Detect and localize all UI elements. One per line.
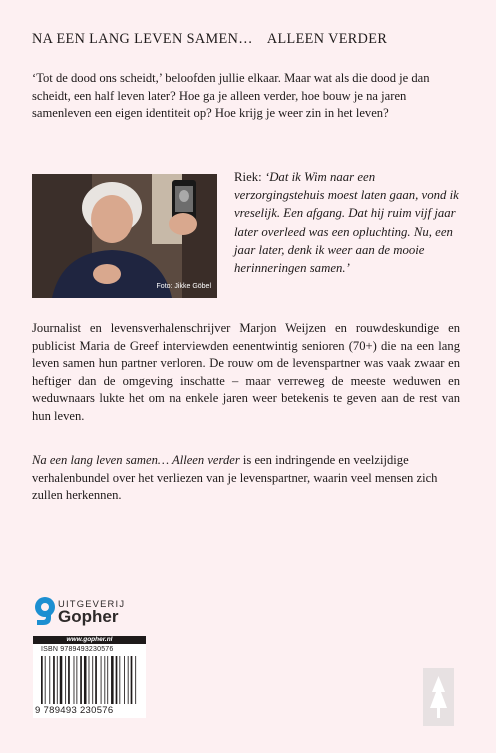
barcode-bar (101, 656, 102, 704)
barcode-bar (80, 656, 82, 704)
barcode-bar (65, 656, 66, 704)
barcode-bar (131, 656, 133, 704)
barcode (33, 644, 146, 718)
photo-credit: Foto: Jikke Göbel (156, 283, 211, 290)
isbn-label: ISBN 9789493230576 (41, 646, 114, 653)
cover-title-part1: NA EEN LANG LEVEN SAMEN… (32, 31, 253, 47)
publisher-label: UITGEVERIJ (58, 598, 126, 609)
summary-paragraph (32, 452, 460, 505)
barcode-bar (95, 656, 97, 704)
fsc-mark (423, 668, 454, 726)
barcode-bar (53, 656, 55, 704)
barcode-bar (107, 656, 108, 704)
publisher-url: www.gopher.nl (33, 636, 146, 644)
barcode-bar (84, 656, 87, 704)
barcode-bar (60, 656, 63, 704)
barcode-bar (124, 656, 125, 704)
ean-digits: 9 789493 230576 (35, 705, 114, 716)
gopher-logo-icon (34, 596, 56, 626)
barcode-bar (41, 656, 43, 704)
barcode-bar (45, 656, 46, 704)
summary-text: is een indringende en veelzijdige verhalenbundel over het verliezen van je levenspartner, waarin veel mensen zich zullen herkennen. (32, 453, 438, 503)
barcode-bars (41, 656, 138, 704)
barcode-bar (111, 656, 114, 704)
quote-name: Riek: (234, 170, 262, 184)
barcode-bar (119, 656, 120, 704)
description-paragraph: Journalist en levensverhalenschrijver Marjon Weijzen en rouwdeskundige en publicist Maria de Greef interviewden eenentwintig senioren (70+) die na een lang leven samen hun partner verloren. De rouw om de levenspartner was vaak zwaar en heftiger dan de omgeving inschatte – maar verreweg de meeste weduwen en weduwnaars lukte het om na enkele jaren weer betekenis te geven aan de rest van hun leven. (32, 321, 460, 423)
barcode-bar (49, 656, 50, 704)
intro-paragraph: ‘Tot de dood ons scheidt,’ beloofden jullie elkaar. Maar wat als die dood je dan scheidt, een half leven later? Hoe ga je alleen verder, hoe bouw je na jaren samenleven een eigen identiteit op? Hoe krijg je weer zin in het leven? (32, 71, 430, 121)
barcode-bar (92, 656, 93, 704)
barcode-bar (89, 656, 90, 704)
barcode-bar (135, 656, 136, 704)
publisher-logo (34, 596, 154, 630)
cover-title-part2: ALLEEN VERDER (266, 31, 388, 47)
cover-title (32, 31, 472, 48)
publisher-name: Gopher (58, 607, 119, 626)
portrait-photo (32, 174, 217, 298)
quote-text: ‘Dat ik Wim naar een verzorgingstehuis moest laten gaan, vond ik vreselijk. Een afgang. Dat hij ruim vijf jaar later overleed was een opluchting. Nu, een jaar later, denk ik weer aan de mooie herinneringen samen.’ (234, 170, 459, 276)
barcode-bar (74, 656, 75, 704)
barcode-bar (57, 656, 58, 704)
barcode-bar (76, 656, 77, 704)
barcode-bar (68, 656, 70, 704)
barcode-bar (104, 656, 105, 704)
quote-block (234, 168, 468, 277)
summary-book-title: Na een lang leven samen… Alleen verder (32, 453, 240, 467)
barcode-bar (128, 656, 129, 704)
barcode-bar (116, 656, 118, 704)
